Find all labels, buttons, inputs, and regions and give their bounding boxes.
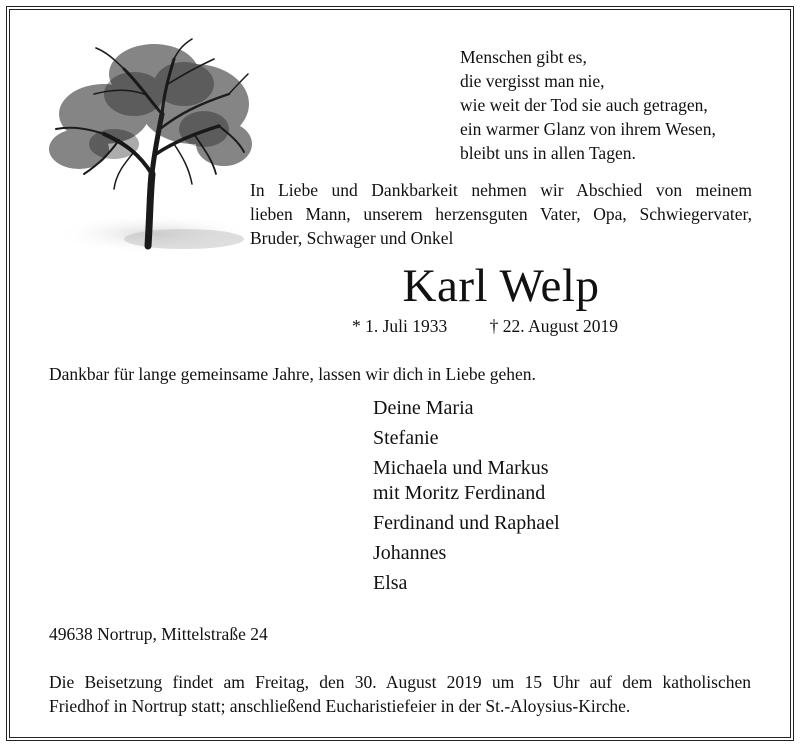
- family-entry: [373, 396, 560, 421]
- family-entry: [373, 571, 560, 596]
- poem-line: wie weit der Tod sie auch getragen,: [460, 95, 708, 115]
- deceased-name: Karl Welp: [402, 260, 600, 312]
- poem-line: bleibt uns in allen Tagen.: [460, 143, 636, 163]
- funeral-line: Friedhof in Nortrup statt; anschließend Eucharistiefeier in der St.-Aloysius-Kirche.: [49, 696, 631, 716]
- birth-date: * 1. Juli 1933: [352, 316, 448, 336]
- poem: [460, 45, 716, 165]
- family-entry: [373, 511, 560, 536]
- family-entry: [373, 456, 560, 506]
- address: 49638 Nortrup, Mittelstraße 24: [49, 624, 268, 644]
- intro-line: In Liebe und Dankbarkeit nehmen wir Abschied von meinem: [250, 180, 752, 200]
- death-date: † 22. August 2019: [489, 316, 619, 336]
- family-entry-line: Michaela und Markus: [373, 457, 549, 479]
- tree-image: [44, 34, 254, 254]
- thanks-line: Dankbar für lange gemeinsame Jahre, lassen wir dich in Liebe gehen.: [49, 364, 536, 384]
- funeral-notice: [49, 670, 751, 718]
- poem-line: ein warmer Glanz von ihrem Wesen,: [460, 119, 716, 139]
- intro-line: Bruder, Schwager und Onkel: [250, 228, 454, 248]
- family-entry-line: Elsa: [373, 572, 408, 594]
- intro-line: lieben Mann, unserem herzensguten Vater, Opa, Schwiegervater,: [250, 204, 752, 224]
- funeral-line: Die Beisetzung findet am Freitag, den 30. August 2019 um 15 Uhr auf dem katholischen: [49, 672, 751, 692]
- family-list: [373, 396, 560, 601]
- life-dates: [352, 314, 618, 338]
- poem-line: die vergisst man nie,: [460, 71, 605, 91]
- family-entry-line: Ferdinand und Raphael: [373, 512, 560, 534]
- family-entry-line: Stefanie: [373, 427, 439, 449]
- poem-line: Menschen gibt es,: [460, 47, 587, 67]
- family-entry-line: Deine Maria: [373, 397, 474, 419]
- intro-text: [250, 178, 752, 250]
- family-entry-line: mit Moritz Ferdinand: [373, 482, 546, 504]
- family-entry: [373, 541, 560, 566]
- family-entry: [373, 426, 560, 451]
- family-entry-line: Johannes: [373, 542, 447, 564]
